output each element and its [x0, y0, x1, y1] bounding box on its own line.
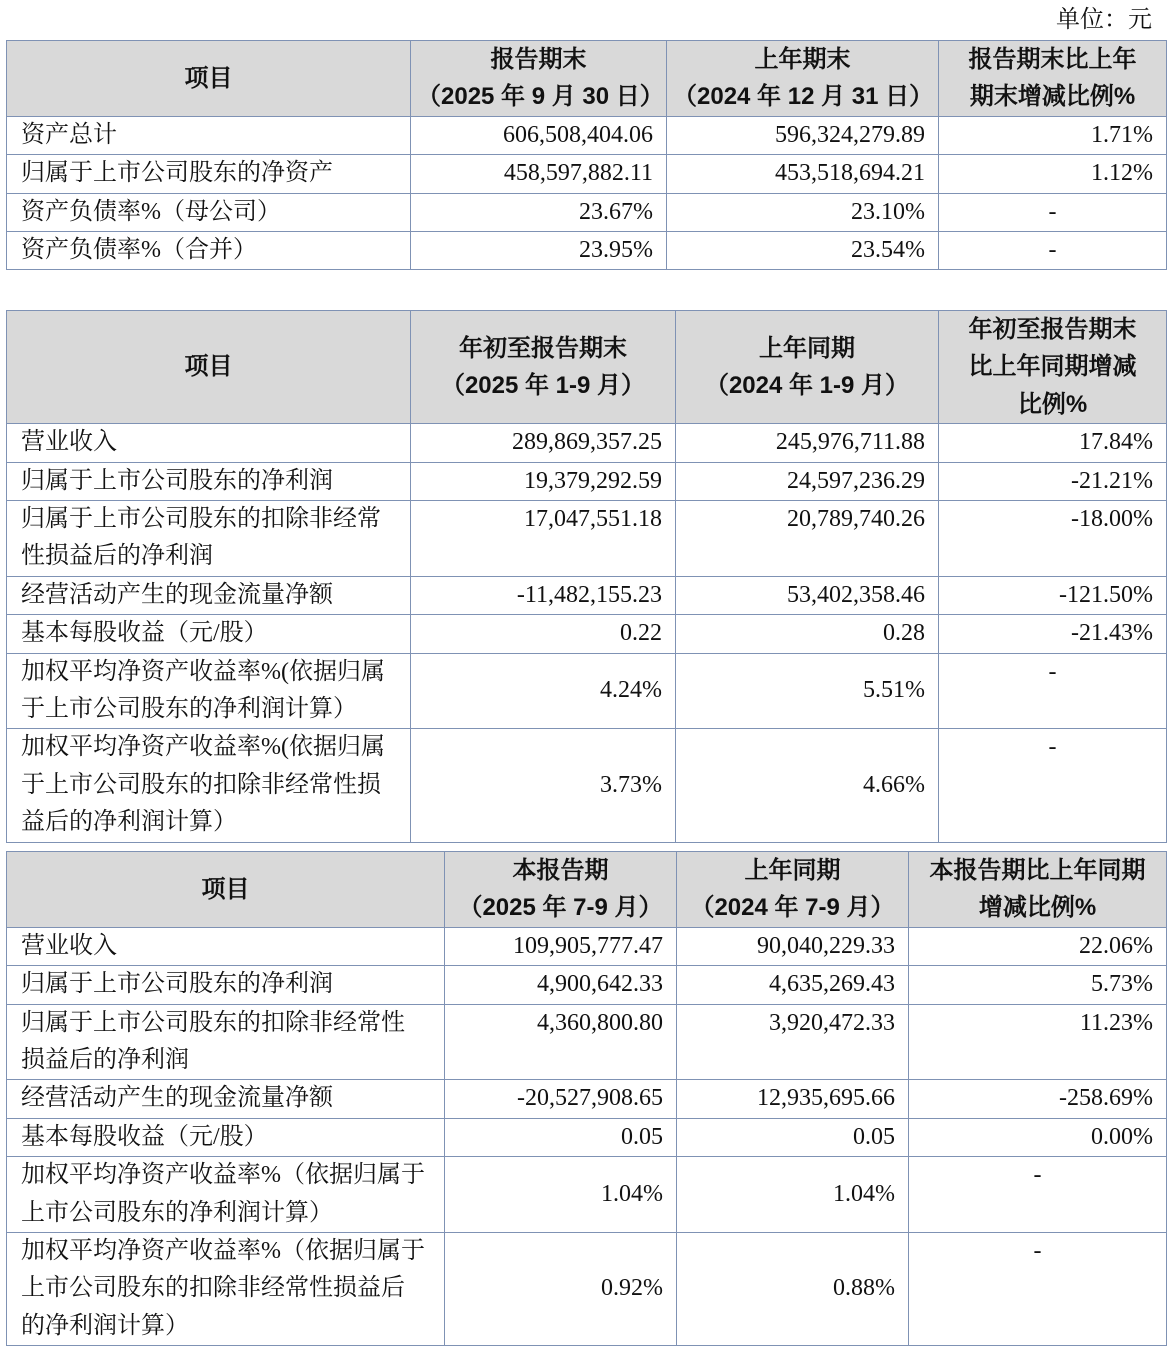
header-item — [7, 852, 445, 928]
header-line: 项目 — [184, 64, 233, 92]
row-label — [7, 1157, 445, 1233]
row-label-line: 基本每股收益（元/股） — [21, 1123, 268, 1150]
row-label-line: 归属于上市公司股东的扣除非经常 — [21, 506, 381, 533]
change-pct: -21.43% — [939, 615, 1167, 653]
header-change-pct — [939, 311, 1167, 424]
prior-value: 0.05 — [677, 1118, 909, 1156]
change-pct: -258.69% — [909, 1080, 1167, 1118]
header-line: 年初至报告期末 — [968, 316, 1137, 343]
table-row — [7, 155, 1167, 193]
change-pct: 1.12% — [939, 155, 1167, 193]
row-label-line: 加权平均净资产收益率%（依据归属于 — [21, 1162, 425, 1189]
current-value: 1.04% — [445, 1157, 677, 1233]
row-label-line: 加权平均净资产收益率%(依据归属 — [21, 734, 385, 761]
header-line: 本报告期 — [512, 857, 609, 884]
row-label — [7, 116, 411, 154]
table-row — [7, 424, 1167, 462]
balance-sheet-table — [6, 40, 1167, 270]
change-pct: - — [939, 193, 1167, 231]
row-label — [7, 1004, 445, 1080]
row-label-line: 营业收入 — [21, 429, 117, 456]
current-value: 289,869,357.25 — [411, 424, 676, 462]
header-prior-period — [676, 311, 939, 424]
current-value: 3.73% — [411, 729, 676, 842]
table-row — [7, 927, 1167, 965]
change-pct: 11.23% — [909, 1004, 1167, 1080]
table-row — [7, 1118, 1167, 1156]
row-label — [7, 1233, 445, 1346]
table-row — [7, 653, 1167, 729]
header-item — [7, 41, 411, 117]
header-line: 上年同期 — [744, 857, 841, 884]
table-row — [7, 501, 1167, 577]
unit-label: 单位：元 — [1056, 7, 1152, 33]
row-label — [7, 1080, 445, 1118]
prior-value: 12,935,695.66 — [677, 1080, 909, 1118]
header-line: （2025 年 7-9 月） — [458, 894, 663, 922]
table-row — [7, 116, 1167, 154]
header-line: 期末增减比例% — [969, 83, 1136, 111]
header-line: （2024 年 12 月 31 日） — [673, 83, 934, 111]
header-line: （2025 年 1-9 月） — [440, 372, 646, 400]
current-value: 23.95% — [411, 232, 667, 270]
row-label-line: 加权平均净资产收益率%(依据归属 — [21, 658, 385, 685]
header-line: 增减比例% — [978, 894, 1097, 922]
change-pct: -18.00% — [939, 501, 1167, 577]
current-value: 0.92% — [445, 1233, 677, 1346]
header-change-pct — [939, 41, 1167, 117]
header-line: 项目 — [201, 875, 250, 903]
header-line: 比例% — [1017, 390, 1088, 418]
row-label — [7, 966, 445, 1004]
change-pct: 22.06% — [909, 927, 1167, 965]
change-pct: 0.00% — [909, 1118, 1167, 1156]
header-line: 比上年同期增减 — [968, 353, 1137, 381]
current-value: 4,900,642.33 — [445, 966, 677, 1004]
change-pct: -21.21% — [939, 462, 1167, 500]
header-row — [7, 311, 1167, 424]
current-value: 17,047,551.18 — [411, 501, 676, 577]
header-line: 报告期末 — [490, 46, 587, 73]
row-label — [7, 615, 411, 653]
change-pct: 5.73% — [909, 966, 1167, 1004]
row-label — [7, 232, 411, 270]
row-label-line: 性损益后的净利润 — [21, 543, 213, 570]
current-value: -11,482,155.23 — [411, 576, 676, 614]
row-label-line: 上市公司股东的扣除非经常性损益后 — [21, 1275, 405, 1302]
row-label — [7, 462, 411, 500]
change-pct: - — [909, 1233, 1167, 1346]
header-current-period — [445, 852, 677, 928]
table-row — [7, 966, 1167, 1004]
row-label — [7, 927, 445, 965]
table-row — [7, 1080, 1167, 1118]
prior-value: 0.88% — [677, 1233, 909, 1346]
row-label — [7, 1118, 445, 1156]
prior-value: 0.28 — [676, 615, 939, 653]
current-value: 606,508,404.06 — [411, 116, 667, 154]
header-item — [7, 311, 411, 424]
row-label — [7, 193, 411, 231]
header-current-period — [411, 41, 667, 117]
table-row — [7, 1233, 1167, 1346]
header-prior-period — [677, 852, 909, 928]
prior-value: 4.66% — [676, 729, 939, 842]
prior-value: 20,789,740.26 — [676, 501, 939, 577]
prior-value: 453,518,694.21 — [667, 155, 939, 193]
header-row — [7, 852, 1167, 928]
header-line: 上年同期 — [759, 334, 855, 362]
header-line: （2025 年 9 月 30 日） — [417, 83, 664, 111]
header-prior-period — [667, 41, 939, 117]
header-line: 上年期末 — [754, 46, 851, 73]
header-change-pct — [909, 852, 1167, 928]
row-label — [7, 501, 411, 577]
prior-value: 3,920,472.33 — [677, 1004, 909, 1080]
change-pct: - — [939, 729, 1167, 842]
change-pct: - — [909, 1157, 1167, 1233]
row-label-line: 资产负债率%（合并） — [21, 237, 257, 264]
prior-value: 90,040,229.33 — [677, 927, 909, 965]
row-label-line: 的净利润计算） — [21, 1312, 189, 1339]
row-label-line: 于上市公司股东的净利润计算） — [21, 696, 357, 723]
row-label — [7, 576, 411, 614]
change-pct: - — [939, 653, 1167, 729]
prior-value: 5.51% — [676, 653, 939, 729]
prior-value: 1.04% — [677, 1157, 909, 1233]
prior-value: 245,976,711.88 — [676, 424, 939, 462]
table-row — [7, 576, 1167, 614]
current-value: 23.67% — [411, 193, 667, 231]
prior-value: 23.10% — [667, 193, 939, 231]
row-label-line: 益后的净利润计算） — [21, 809, 237, 836]
header-line: 报告期末比上年 — [968, 46, 1137, 73]
row-label — [7, 653, 411, 729]
row-label-line: 归属于上市公司股东的净资产 — [21, 160, 333, 187]
row-label — [7, 729, 411, 842]
row-label-line: 加权平均净资产收益率%（依据归属于 — [21, 1238, 425, 1265]
current-value: 0.05 — [445, 1118, 677, 1156]
prior-value: 4,635,269.43 — [677, 966, 909, 1004]
table-row — [7, 1157, 1167, 1233]
row-label-line: 资产总计 — [21, 121, 117, 148]
prior-value: 596,324,279.89 — [667, 116, 939, 154]
current-value: -20,527,908.65 — [445, 1080, 677, 1118]
row-label — [7, 155, 411, 193]
header-row — [7, 41, 1167, 117]
header-line: 年初至报告期末 — [459, 334, 627, 362]
header-line: 项目 — [184, 353, 233, 381]
table-row — [7, 729, 1167, 842]
quarter-performance-table — [6, 851, 1167, 1346]
row-label-line: 营业收入 — [21, 932, 117, 959]
current-value: 19,379,292.59 — [411, 462, 676, 500]
row-label-line: 资产负债率%（母公司） — [21, 198, 281, 225]
row-label-line: 基本每股收益（元/股） — [21, 620, 268, 647]
current-value: 458,597,882.11 — [411, 155, 667, 193]
current-value: 0.22 — [411, 615, 676, 653]
prior-value: 53,402,358.46 — [676, 576, 939, 614]
change-pct: 17.84% — [939, 424, 1167, 462]
current-value: 4,360,800.80 — [445, 1004, 677, 1080]
change-pct: 1.71% — [939, 116, 1167, 154]
ytd-performance-table — [6, 310, 1167, 843]
row-label — [7, 424, 411, 462]
current-value: 109,905,777.47 — [445, 927, 677, 965]
row-label-line: 经营活动产生的现金流量净额 — [21, 1085, 333, 1112]
row-label-line: 归属于上市公司股东的净利润 — [21, 467, 333, 494]
row-label-line: 归属于上市公司股东的扣除非经常性 — [21, 1009, 405, 1036]
row-label-line: 于上市公司股东的扣除非经常性损 — [21, 771, 381, 798]
prior-value: 24,597,236.29 — [676, 462, 939, 500]
table-row — [7, 615, 1167, 653]
change-pct: - — [939, 232, 1167, 270]
header-line: 本报告期比上年同期 — [929, 857, 1146, 884]
table-row — [7, 232, 1167, 270]
table-row — [7, 462, 1167, 500]
prior-value: 23.54% — [667, 232, 939, 270]
table-row — [7, 193, 1167, 231]
header-line: （2024 年 7-9 月） — [690, 894, 895, 922]
table-row — [7, 1004, 1167, 1080]
header-line: （2024 年 1-9 月） — [704, 372, 910, 400]
row-label-line: 经营活动产生的现金流量净额 — [21, 581, 333, 608]
header-current-period — [411, 311, 676, 424]
row-label-line: 上市公司股东的净利润计算） — [21, 1199, 333, 1226]
row-label-line: 损益后的净利润 — [21, 1047, 189, 1074]
row-label-line: 归属于上市公司股东的净利润 — [21, 971, 333, 998]
change-pct: -121.50% — [939, 576, 1167, 614]
current-value: 4.24% — [411, 653, 676, 729]
